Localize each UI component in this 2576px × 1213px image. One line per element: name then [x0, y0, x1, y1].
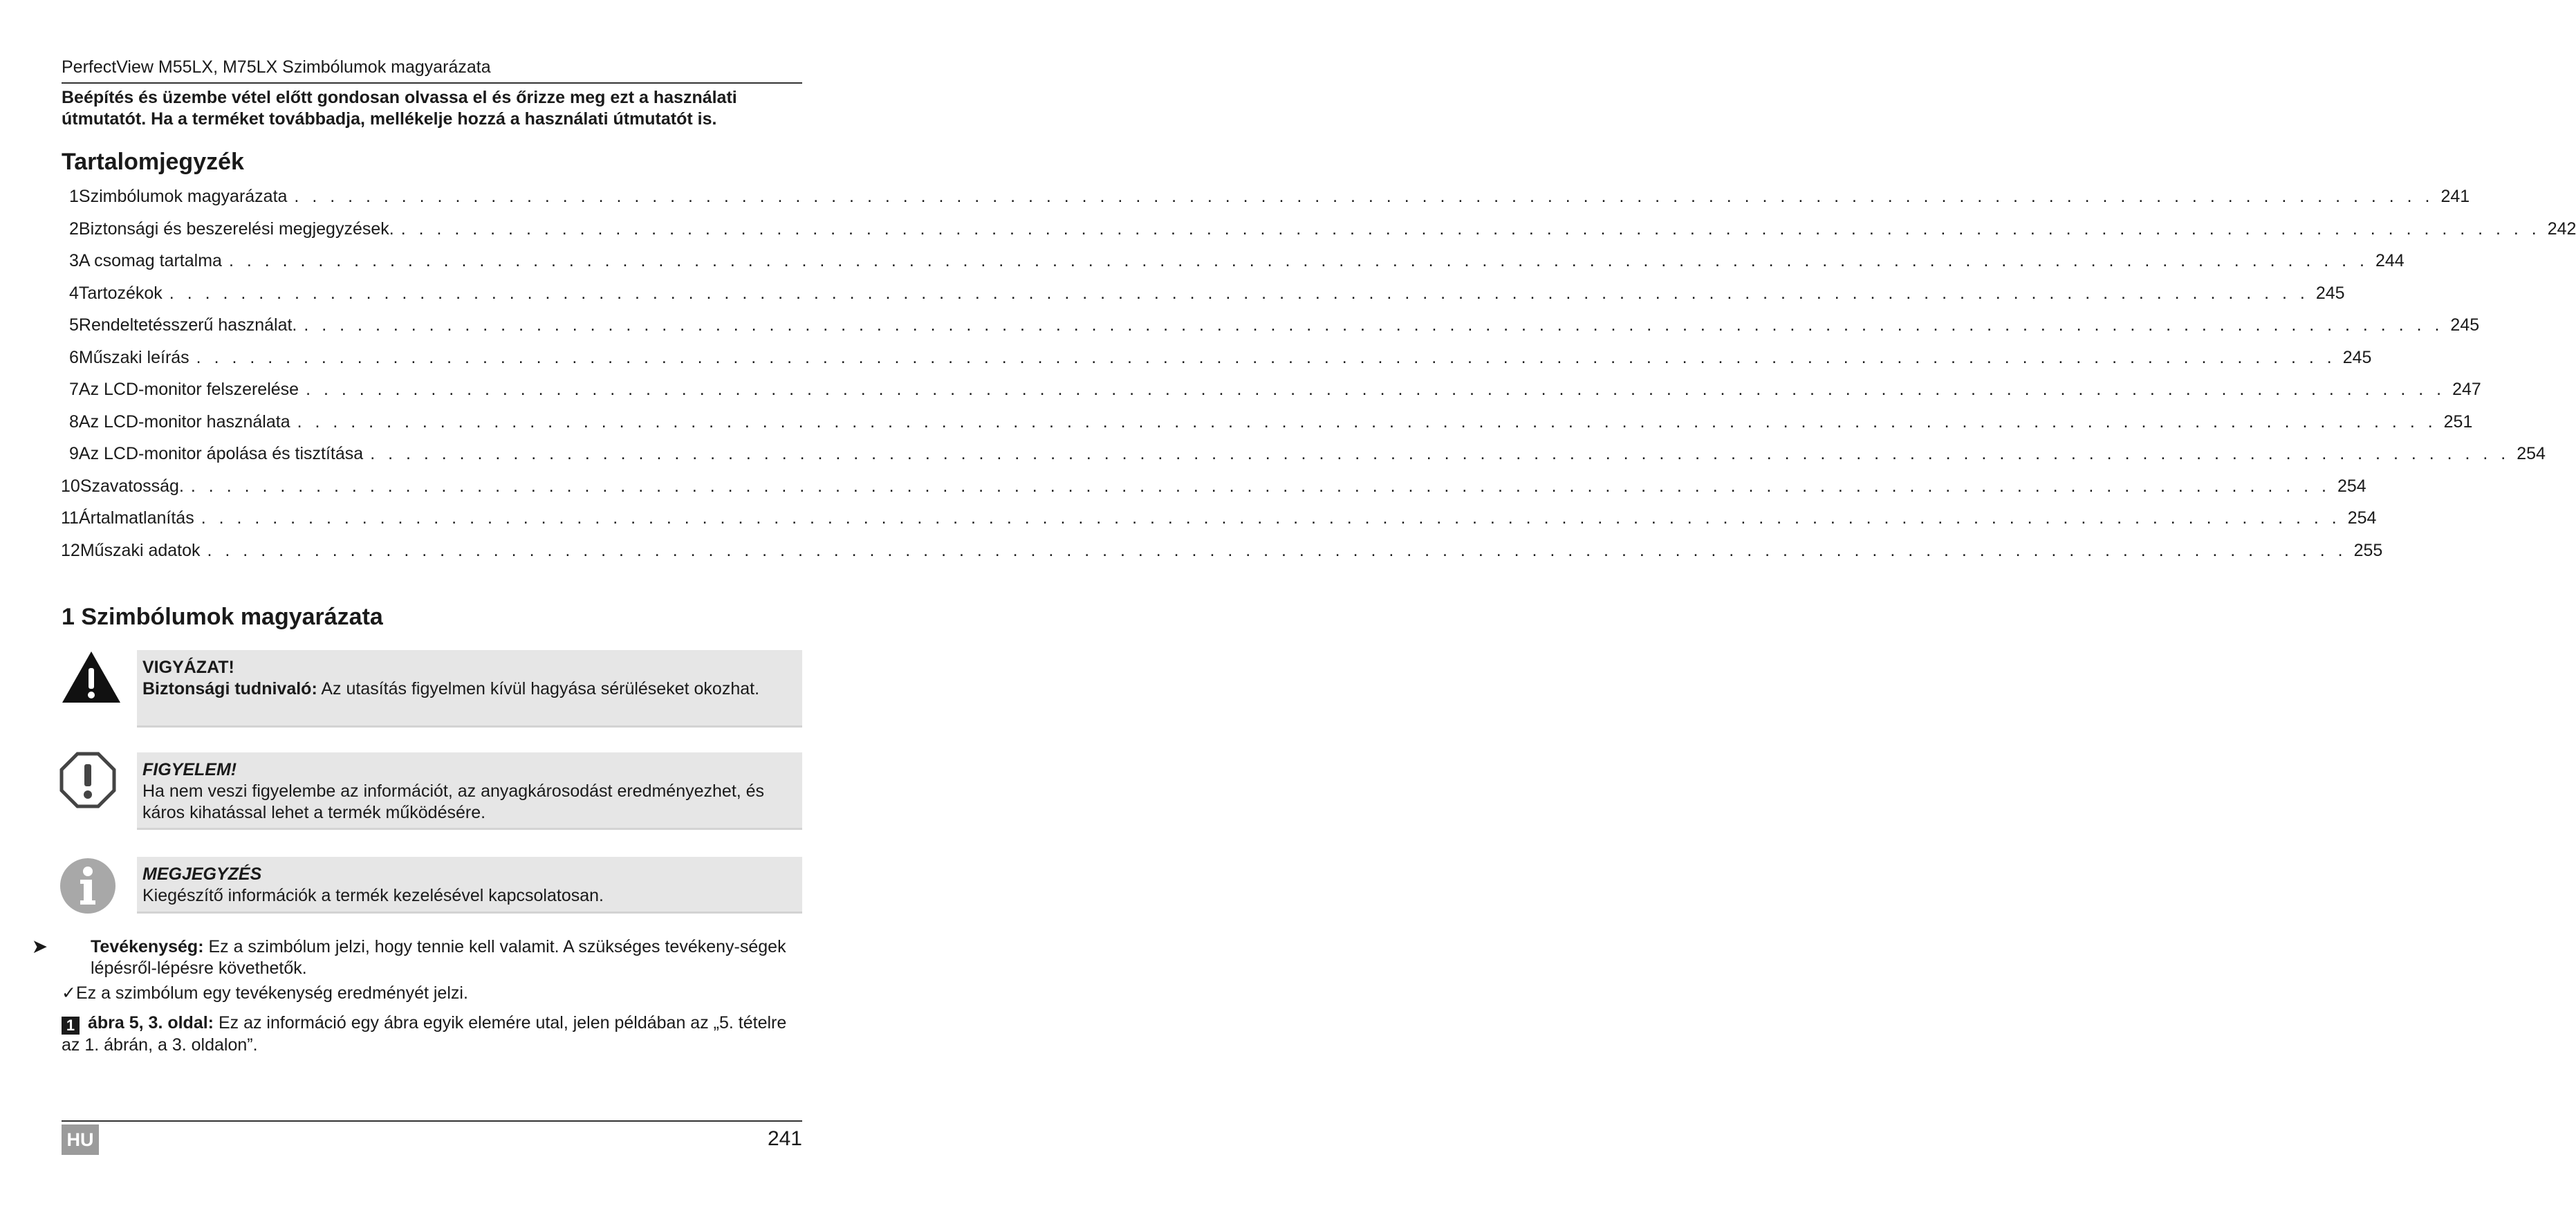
toc-leader-dots: . . . . . . . . . . . . . . . . . . . . . . . . . . . . . . . . . . . . . . . . . . . . . . . . . . . . . . . . . . . . . . . . . . . . . . . . . . . . . . . . . . . . . . . . . . . . . . . . . . . . . . . . . . . . . . . . . . . . . . . . — [207, 540, 2347, 560]
page-number: 241 — [767, 1127, 802, 1150]
toc-leader-dots: . . . . . . . . . . . . . . . . . . . . . . . . . . . . . . . . . . . . . . . . . . . . . . . . . . . . . . . . . . . . . . . . . . . . . . . . . . . . . . . . . . . . . . . . . . . . . . . . . . . . . . . . . . . . . . . . . . . . . . . . — [196, 347, 2336, 367]
check-icon: ✓ — [62, 983, 76, 1003]
toc-entry-title: Az LCD-monitor felszerelése — [78, 380, 299, 399]
toc-entry-title: Az LCD-monitor ápolása és tisztítása — [78, 444, 364, 463]
toc-entry-page: 244 — [2375, 251, 2404, 270]
toc-entry-title: A csomag tartalma — [78, 251, 222, 270]
result-paragraph — [62, 983, 805, 1004]
warning-text — [142, 678, 797, 700]
figure-ref-label: ábra 5, 3. oldal: — [88, 1013, 214, 1033]
toc-title: Tartalomjegyzék — [62, 149, 244, 175]
toc-entry-title: Biztonsági és beszerelési megjegyzések. — [78, 219, 394, 239]
toc-entry-title: Szavatosság. — [80, 476, 184, 496]
toc-entry-number: 2 — [69, 219, 79, 239]
toc-entry[interactable] — [69, 380, 2481, 407]
toc-leader-dots: . . . . . . . . . . . . . . . . . . . . . . . . . . . . . . . . . . . . . . . . . . . . . . . . . . . . . . . . . . . . . . . . . . . . . . . . . . . . . . . . . . . . . . . . . . . . . . . . . . . . . . . . . . . . . . . . . . . . . . . . — [169, 283, 2309, 303]
arrow-icon: ➤ — [33, 937, 47, 956]
toc-entry-page: 254 — [2517, 444, 2546, 463]
toc-entry-number: 11 — [61, 508, 79, 528]
toc-entry-page: 255 — [2353, 540, 2383, 560]
action-paragraph — [33, 936, 805, 979]
toc-entry-page: 245 — [2342, 347, 2372, 367]
toc-entry[interactable] — [69, 347, 2372, 376]
toc-entry-number: 9 — [69, 444, 79, 463]
toc-entry-number: 10 — [61, 476, 80, 496]
toc-entry[interactable] — [69, 315, 2480, 343]
note-text: Kiegészítő információk a termék kezelésével kapcsolatosan. — [142, 886, 604, 905]
toc-entry-number: 6 — [69, 347, 79, 367]
toc-leader-dots: . . . . . . . . . . . . . . . . . . . . . . . . . . . . . . . . . . . . . . . . . . . . . . . . . . . . . . . . . . . . . . . . . . . . . . . . . . . . . . . . . . . . . . . . . . . . . . . . . . . . . . . . . . . . . . . . . . . . . . . . — [297, 411, 2437, 432]
action-label: Tevékenység: — [91, 937, 204, 956]
toc-entry[interactable] — [69, 411, 2473, 440]
toc-entry-title: Tartozékok — [78, 283, 163, 303]
toc-entry[interactable] — [69, 219, 2576, 247]
toc-entry[interactable] — [69, 251, 2404, 279]
toc-leader-dots: . . . . . . . . . . . . . . . . . . . . . . . . . . . . . . . . . . . . . . . . . . . . . . . . . . . . . . . . . . . . . . . . . . . . . . . . . . . . . . . . . . . . . . . . . . . . . . . . . . . . . . . . . . . . . . . . . . . . . . . . — [190, 476, 2331, 496]
warning-heading: VIGYÁZAT! — [142, 658, 234, 677]
toc-entry[interactable] — [61, 540, 2383, 568]
note-heading: MEGJEGYZÉS — [142, 864, 262, 884]
toc-entry-number: 4 — [69, 283, 79, 303]
toc-entry-page: 247 — [2452, 380, 2481, 399]
toc-entry[interactable] — [61, 476, 2366, 504]
warning-body: Az utasítás figyelmen kívül hagyása sérüléseket okozhat. — [317, 679, 760, 698]
toc-entry-number: 7 — [69, 380, 79, 399]
warning-label: Biztonsági tudnivaló: — [142, 679, 317, 698]
info-icon — [59, 858, 116, 914]
toc-entry-page: 245 — [2450, 315, 2480, 335]
caution-heading: FIGYELEM! — [142, 760, 237, 779]
note-notice — [137, 857, 802, 914]
toc-entry-page: 251 — [2443, 411, 2473, 432]
figure-ref-paragraph — [62, 1012, 805, 1056]
toc-entry-number: 5 — [69, 315, 79, 335]
toc-entry-title: Szimbólumok magyarázata — [78, 187, 288, 206]
intro-paragraph: Beépítés és üzembe vétel előtt gondosan olvassa el és őrizze meg ezt a használati útmutatót. Ha a terméket továbbadja, mellékelje hozzá a használati útmutatót is. — [62, 88, 737, 129]
toc-leader-dots: . . . . . . . . . . . . . . . . . . . . . . . . . . . . . . . . . . . . . . . . . . . . . . . . . . . . . . . . . . . . . . . . . . . . . . . . . . . . . . . . . . . . . . . . . . . . . . . . . . . . . . . . . . . . . . . . . . . . . . . . — [400, 219, 2541, 239]
toc-entry[interactable] — [69, 187, 2470, 214]
toc-entry-page: 242 — [2547, 219, 2576, 239]
toc-entry-title: Rendeltetésszerű használat. — [78, 315, 297, 335]
toc-entry-title: Műszaki adatok — [80, 540, 201, 560]
toc-entry-page: 245 — [2315, 283, 2345, 303]
toc-entry-number: 1 — [69, 187, 79, 206]
caution-text: Ha nem veszi figyelembe az információt, az anyagkárosodást eredményezhet, és káros kihatással lehet a termék működésére. — [142, 781, 765, 822]
section-title: 1 Szimbólumok magyarázata — [62, 604, 383, 630]
language-badge: HU — [62, 1124, 99, 1155]
toc-leader-dots: . . . . . . . . . . . . . . . . . . . . . . . . . . . . . . . . . . . . . . . . . . . . . . . . . . . . . . . . . . . . . . . . . . . . . . . . . . . . . . . . . . . . . . . . . . . . . . . . . . . . . . . . . . . . . . . . . . . . . . . . — [294, 187, 2434, 206]
toc-leader-dots: . . . . . . . . . . . . . . . . . . . . . . . . . . . . . . . . . . . . . . . . . . . . . . . . . . . . . . . . . . . . . . . . . . . . . . . . . . . . . . . . . . . . . . . . . . . . . . . . . . . . . . . . . . . . . . . . . . . . . . . . — [306, 380, 2446, 399]
toc-entry-title: Műszaki leírás — [78, 347, 189, 367]
caution-octagon-icon — [59, 752, 116, 808]
header-divider — [62, 82, 802, 84]
toc-entry-title: Ártalmatlanítás — [78, 508, 194, 528]
toc-entry[interactable] — [69, 444, 2546, 472]
running-header: PerfectView M55LX, M75LX Szimbólumok magyarázata — [62, 57, 491, 77]
toc-leader-dots: . . . . . . . . . . . . . . . . . . . . . . . . . . . . . . . . . . . . . . . . . . . . . . . . . . . . . . . . . . . . . . . . . . . . . . . . . . . . . . . . . . . . . . . . . . . . . . . . . . . . . . . . . . . . . . . . . . . . . . . . — [304, 315, 2444, 335]
toc-leader-dots: . . . . . . . . . . . . . . . . . . . . . . . . . . . . . . . . . . . . . . . . . . . . . . . . . . . . . . . . . . . . . . . . . . . . . . . . . . . . . . . . . . . . . . . . . . . . . . . . . . . . . . . . . . . . . . . . . . . . . . . . — [228, 251, 2369, 270]
toc-entry-number: 8 — [69, 411, 79, 432]
toc-entry-page: 254 — [2347, 508, 2377, 528]
result-text: Ez a szimbólum egy tevékenység eredményét jelzi. — [75, 983, 468, 1003]
toc-entry-number: 12 — [61, 540, 80, 560]
toc-leader-dots: . . . . . . . . . . . . . . . . . . . . . . . . . . . . . . . . . . . . . . . . . . . . . . . . . . . . . . . . . . . . . . . . . . . . . . . . . . . . . . . . . . . . . . . . . . . . . . . . . . . . . . . . . . . . . . . . . . . . . . . . — [201, 508, 2341, 528]
action-text: Ez a szimbólum jelzi, hogy tennie kell valamit. A szükséges tevékeny-ségek lépésről-lépésre követhetők. — [91, 937, 786, 978]
toc-entry[interactable] — [69, 283, 2345, 311]
toc-entry-number: 3 — [69, 251, 79, 270]
footer-divider — [62, 1120, 802, 1122]
warning-notice — [137, 650, 802, 728]
figure-number-box: 1 — [62, 1017, 80, 1035]
toc-leader-dots: . . . . . . . . . . . . . . . . . . . . . . . . . . . . . . . . . . . . . . . . . . . . . . . . . . . . . . . . . . . . . . . . . . . . . . . . . . . . . . . . . . . . . . . . . . . . . . . . . . . . . . . . . . . . . . . . . . . . . . . . — [370, 444, 2510, 463]
warning-triangle-icon — [61, 650, 122, 704]
toc-entry-page: 254 — [2337, 476, 2366, 496]
toc-entry[interactable] — [61, 508, 2377, 536]
toc-entry-page: 241 — [2440, 187, 2470, 206]
caution-notice — [137, 752, 802, 830]
toc-entry-title: Az LCD-monitor használata — [78, 411, 290, 432]
figure-ref-text: Ez az információ egy ábra egyik elemére utal, jelen példában az „5. tételre az 1. ábrán, a 3. oldalon”. — [62, 1013, 787, 1055]
